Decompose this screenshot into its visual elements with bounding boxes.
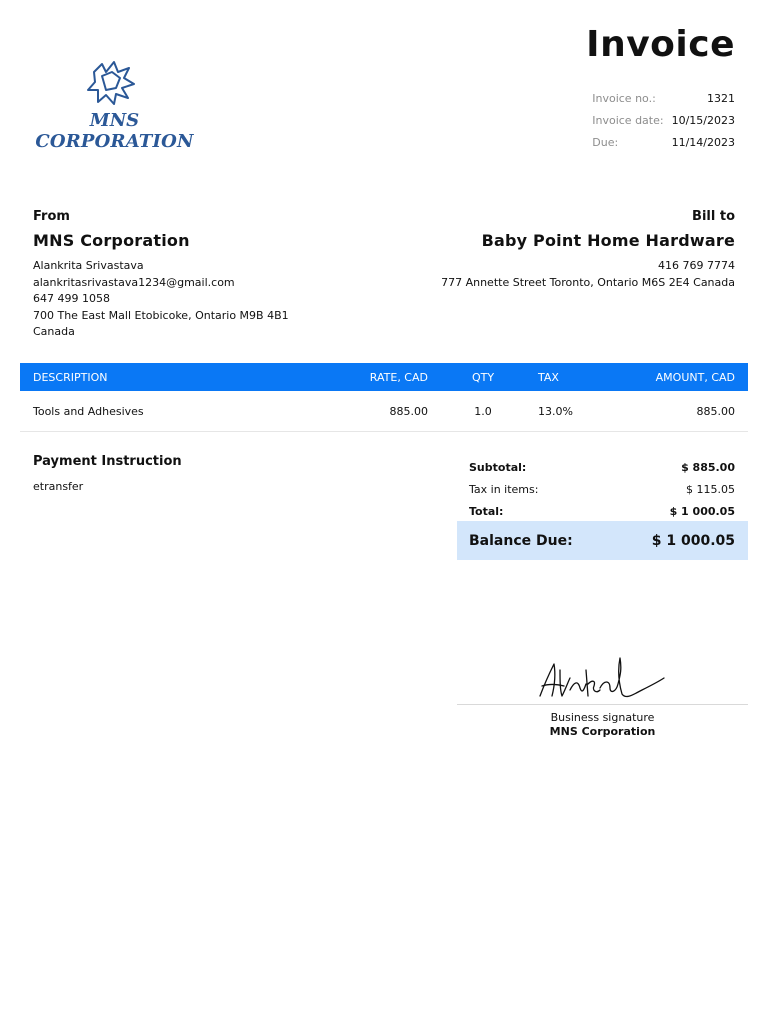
total-label: Total: <box>469 504 504 518</box>
bill-to-phone: 416 769 7774 <box>658 259 735 272</box>
subtotal-value: $ 885.00 <box>681 460 735 474</box>
item-description: Tools and Adhesives <box>20 391 333 432</box>
invoice-title: Invoice <box>586 24 735 65</box>
tax-label: Tax in items: <box>469 482 539 496</box>
from-contact-name: Alankrita Srivastava <box>33 259 144 272</box>
meta-label: Due: <box>592 135 619 149</box>
from-details <box>33 258 353 341</box>
subtotal-row <box>457 456 748 478</box>
bill-to-address: 777 Annette Street Toronto, Ontario M6S 2E4 Canada <box>441 275 735 289</box>
from-section <box>33 209 353 341</box>
table-row <box>20 391 748 432</box>
subtotal-label: Subtotal: <box>469 460 527 474</box>
invoice-number-row <box>592 87 735 109</box>
header-qty: QTY <box>428 363 538 391</box>
table-header-row <box>20 363 748 391</box>
logo-text-line1: MNS <box>89 110 140 131</box>
meta-value: 1321 <box>707 91 735 105</box>
company-logo <box>32 32 197 180</box>
from-label: From <box>33 209 70 224</box>
bill-to-company-name: Baby Point Home Hardware <box>481 231 735 250</box>
item-tax: 13.0% <box>538 391 618 432</box>
logo-mark-icon <box>32 32 197 112</box>
bill-to-section <box>375 209 735 291</box>
header-tax: TAX <box>538 363 618 391</box>
signature-company: MNS Corporation <box>549 725 656 738</box>
from-country: Canada <box>33 325 75 338</box>
signature-line <box>457 704 748 705</box>
invoice-meta <box>592 87 735 153</box>
payment-value: etransfer <box>33 480 84 493</box>
item-qty: 1.0 <box>428 391 538 432</box>
item-amount: 885.00 <box>618 391 748 432</box>
tax-value: $ 115.05 <box>686 482 735 496</box>
signature-caption <box>457 711 748 739</box>
from-company-name: MNS Corporation <box>33 231 190 250</box>
header-rate: RATE, CAD <box>333 363 428 391</box>
header-description: DESCRIPTION <box>20 363 333 391</box>
header-amount: AMOUNT, CAD <box>618 363 748 391</box>
total-row <box>457 500 748 522</box>
bill-to-label: Bill to <box>692 209 735 224</box>
balance-due-value: $ 1 000.05 <box>651 532 735 549</box>
tax-row <box>457 478 748 500</box>
bill-to-details <box>375 258 735 291</box>
totals-table <box>457 456 748 522</box>
payment-label: Payment Instruction <box>33 454 182 469</box>
invoice-due-row <box>592 131 735 153</box>
payment-instruction <box>33 454 182 493</box>
logo-text-line2: CORPORATION <box>35 131 194 152</box>
total-value: $ 1 000.05 <box>669 504 735 518</box>
invoice-date-row <box>592 109 735 131</box>
from-phone: 647 499 1058 <box>33 292 110 305</box>
line-items-table <box>20 363 748 432</box>
meta-label: Invoice date: <box>592 113 664 127</box>
balance-due-label: Balance Due: <box>469 532 573 549</box>
from-email: alankritasrivastava1234@gmail.com <box>33 275 235 289</box>
meta-value: 10/15/2023 <box>671 113 735 127</box>
signature-caption-label: Business signature <box>550 711 655 724</box>
from-address: 700 The East Mall Etobicoke, Ontario M9B 4B1 <box>33 308 289 322</box>
item-rate: 885.00 <box>333 391 428 432</box>
meta-label: Invoice no.: <box>592 91 656 105</box>
signature-image <box>530 650 670 702</box>
balance-due-box <box>457 521 748 560</box>
meta-value: 11/14/2023 <box>671 135 735 149</box>
